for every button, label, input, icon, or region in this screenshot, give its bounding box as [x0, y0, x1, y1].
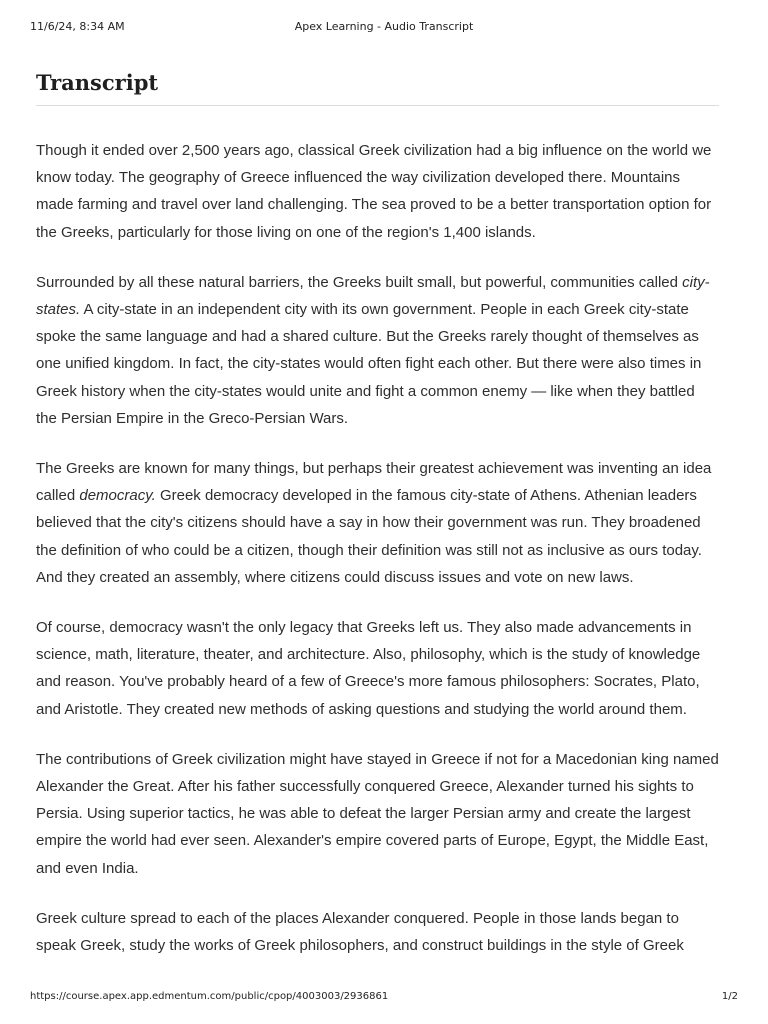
paragraph-text: Though it ended over 2,500 years ago, classical Greek civilization had a big influence on the world we know today. The geography of Greece influenced the way civilization developed there. Mountains made farming and travel over land challenging. The sea proved to be a better transportation option for the Greeks, particularly for those living on one of the region's 1,400 islands.: [36, 142, 712, 241]
print-page-number: 1/2: [721, 991, 738, 1002]
print-footer: [30, 991, 738, 1005]
paragraph-text: The contributions of Greek civilization might have stayed in Greece if not for a Macedonian king named Alexander the Great. After his father successfully conquered Greece, Alexander turned his sights to Persia. Using superior tactics, he was able to defeat the larger Persian army and create the largest empire the world had ever seen. Alexander's empire covered parts of Europe, Egypt, the Middle East, and even India.: [36, 750, 719, 877]
paragraph-text: Of course, democracy wasn't the only legacy that Greeks left us. They also made advancements in science, math, literature, theater, and architecture. Also, philosophy, which is the study of knowledge and reason. You've probably heard of a few of Greece's more famous philosophers: Socrates, Plato, and Aristotle. They created new methods of asking questions and studying the world around them.: [36, 619, 701, 718]
transcript-paragraph-4: [36, 614, 719, 723]
page-title: Transcript: [36, 70, 159, 95]
paragraph-text: The Greeks are known for many things, but perhaps their greatest achievement was inventing an idea called: [36, 460, 712, 505]
transcript-paragraph-3: [36, 455, 719, 591]
transcript-paragraph-2: [36, 269, 719, 432]
print-page-title: Apex Learning - Audio Transcript: [294, 20, 474, 33]
print-header: [30, 20, 738, 34]
term-democracy: democracy.: [79, 487, 156, 505]
transcript-paragraph-1: [36, 137, 719, 246]
title-divider: [36, 105, 719, 106]
print-datetime: 11/6/24, 8:34 AM: [30, 20, 125, 33]
transcript-paragraph-5: [36, 746, 719, 882]
transcript-body: [36, 137, 719, 982]
paragraph-text: Surrounded by all these natural barriers, the Greeks built small, but powerful, communities called: [36, 273, 683, 291]
paragraph-text: Greek democracy developed in the famous city-state of Athens. Athenian leaders believed that the city's citizens should have a say in how their government was run. They broadened the definition of who could be a citizen, though their definition was still not as inclusive as ours today. And they created an assembly, where citizens could discuss issues and vote on new laws.: [36, 487, 702, 586]
transcript-paragraph-6: [36, 905, 719, 959]
paragraph-text: Greek culture spread to each of the places Alexander conquered. People in those lands began to speak Greek, study the works of Greek philosophers, and construct buildings in the style of Greek: [36, 909, 684, 955]
paragraph-text: A city-state in an independent city with its own government. People in each Greek city-state spoke the same language and had a shared culture. But the Greeks rarely thought of themselves as one unified kingdom. In fact, the city-states would often fight each other. But there were also times in Greek history when the city-states would unite and fight a common enemy — like when they battled the Persian Empire in the Greco-Persian Wars.: [36, 301, 702, 427]
term-city-states: city-states.: [36, 273, 710, 319]
print-url: https://course.apex.app.edmentum.com/public/cpop/4003003/2936861: [30, 991, 389, 1002]
